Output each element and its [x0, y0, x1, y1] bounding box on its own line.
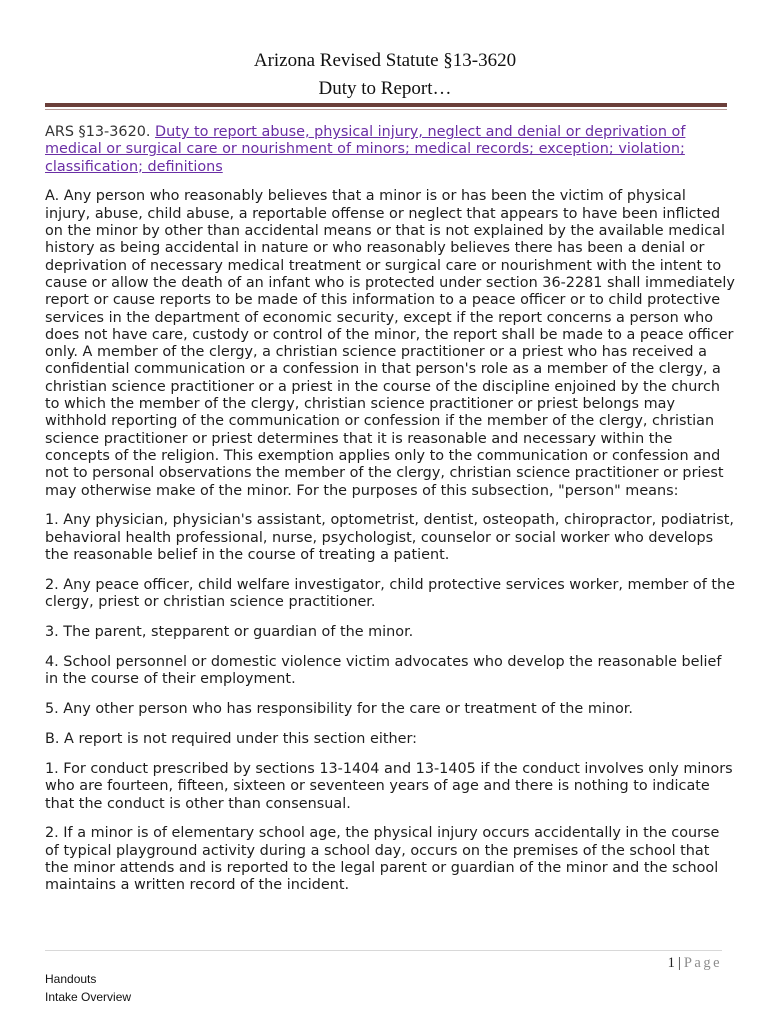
paragraph-b-2: 2. If a minor is of elementary school age, the physical injury occurs accidentally in the course of typical playground activity during a school day, occurs on the premises of the school that the minor attends and is reported to the legal parent or guardian of the minor and the school maintains a written record of the incident. — [45, 825, 720, 894]
title-divider-thin — [45, 109, 727, 110]
title-divider — [45, 103, 727, 107]
page-number-value: 1 — [667, 955, 675, 971]
paragraph-a-1: 1. Any physician, physician's assistant, optometrist, dentist, osteopath, chiropractor, podiatrist, behavioral health professional, nurse, psychologist, counselor or social worker who develops the reasonable belief in the course of treating a patient. — [45, 512, 734, 564]
paragraph-a-5: 5. Any other person who has responsibility for the care or treatment of the minor. — [45, 701, 633, 718]
paragraph-b-1: 1. For conduct prescribed by sections 13-1404 and 13-1405 if the conduct involves only minors who are fourteen, fifteen, sixteen or seventeen years of age and there is nothing to indicate that the conduct is other than consensual. — [45, 760, 733, 812]
statute-prefix: ARS §13-3620. — [45, 124, 156, 140]
document-body — [45, 124, 735, 907]
paragraph-b: B. A report is not required under this section either: — [45, 731, 417, 748]
document-subtitle: Duty to Report… — [318, 78, 452, 99]
statute-title-link[interactable]: Duty to report abuse, physical injury, neglect and denial or deprivation of medical or surgical care or nourishment of minors; medical records; exception; violation; classification; definitions — [45, 124, 686, 175]
document-title: Arizona Revised Statute §13-3620 — [253, 50, 517, 71]
page-word: Page — [683, 955, 722, 971]
footer-note-intake: Intake Overview — [45, 989, 132, 1004]
footer-divider — [45, 950, 722, 951]
footer-note-handouts: Handouts — [45, 972, 97, 986]
page-number-separator: | — [677, 955, 681, 971]
statute-heading — [45, 124, 735, 176]
footer-notes — [45, 971, 131, 1006]
paragraph-a: A. Any person who reasonably believes that a minor is or has been the victim of physical injury, abuse, child abuse, a reportable offense or neglect that appears to have been inflicted on the minor by other than accidental means or that is not explained by the available medical history as being accidental in nature or who reasonably believes there has been a denial or deprivation of necessary medical treatment or surgical care or nourishment with the intent to cause or allow the death of an infant who is protected under section 36-2281 shall immediately report or cause reports to be made of this information to a peace officer or to child protective services in the department of economic security, except if the report concerns a person who does not have care, custody or control of the minor, the report shall be made to a peace officer only. A member of the clergy, a christian science practitioner or a priest who has received a confidential communication or a confession in that person's role as a member of the clergy, a christian science practitioner or a priest in the course of the discipline enjoined by the church to which the member of the clergy, christian science practitioner or priest belongs may withhold reporting of the communication or confession if the member of the clergy, christian science practitioner or priest determines that it is reasonable and necessary within the concepts of the religion. This exemption applies only to the communication or confession and not to personal observations the member of the clergy, christian science practitioner or priest may otherwise make of the minor. For the purposes of this subsection, "person" means: — [45, 188, 735, 499]
page-number — [668, 955, 722, 972]
paragraph-a-4: 4. School personnel or domestic violence victim advocates who develop the reasonable belief in the course of their employment. — [45, 653, 722, 688]
paragraph-a-2: 2. Any peace officer, child welfare investigator, child protective services worker, member of the clergy, priest or christian science practitioner. — [45, 576, 735, 611]
paragraph-a-3: 3. The parent, stepparent or guardian of the minor. — [45, 624, 414, 641]
